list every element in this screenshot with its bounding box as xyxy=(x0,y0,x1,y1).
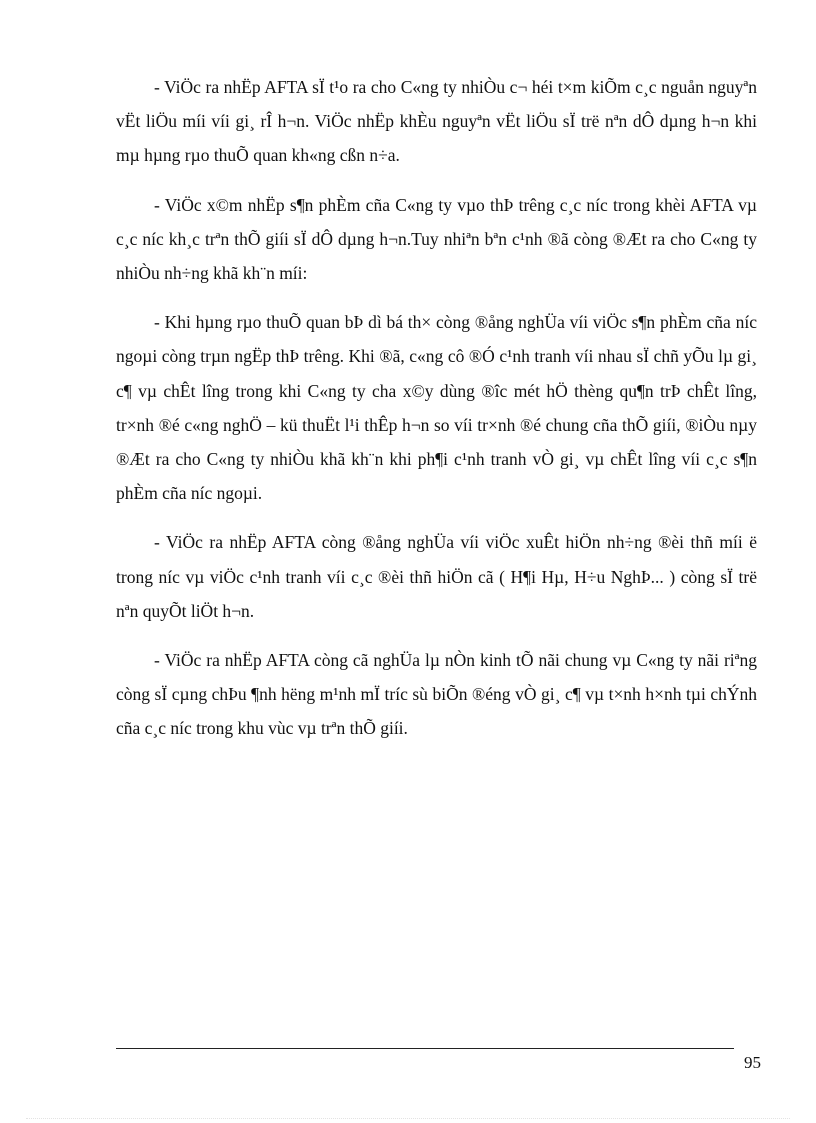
paragraph-3: - Khi hµng rµo thuÕ quan bÞ dì bá th× còng ®ång nghÜa víi viÖc s¶n phÈm cña níc ngoµi còng trµn ngËp thÞ trêng. Khi ®ã, c«ng cô ®Ó c¹nh tranh víi nhau sÏ chñ yÕu lµ gi¸ c¶ vµ chÊt lîng trong khi C«ng ty cha x©y dùng ®îc mét hÖ thèng qu¶n trÞ chÊt lîng, tr×nh ®é c«ng nghÖ – kü thuËt l¹i thÊp h¬n so víi tr×nh ®é chung cña thÕ giíi, ®iÒu nµy ®Æt ra cho C«ng ty nhiÒu khã kh¨n khi ph¶i c¹nh tranh vÒ gi¸ vµ chÊt lîng víi c¸c s¶n phÈm cña níc ngoµi. xyxy=(116,312,757,504)
footer-divider xyxy=(116,1048,734,1049)
body-text xyxy=(116,70,757,761)
page-edge-dotted-line xyxy=(26,1118,790,1119)
page-number: 95 xyxy=(744,1053,761,1072)
paragraph-2: - ViÖc x©m nhËp s¶n phÈm cña C«ng ty vµo thÞ trêng c¸c níc trong khèi AFTA vµ c¸c níc kh¸c trªn thÕ giíi sÏ dÔ dµng h¬n.Tuy nhiªn bªn c¹nh ®ã còng ®Æt ra cho C«ng ty nhiÒu nh÷ng khã kh¨n míi: xyxy=(116,194,757,284)
paragraph-5: - ViÖc ra nhËp AFTA còng cã nghÜa lµ nÒn kinh tÕ nãi chung vµ C«ng ty nãi riªng còng sÏ cµng chÞu ¶nh hëng m¹nh mÏ tríc sù biÕn ®éng vÒ gi¸ c¶ vµ t×nh h×nh tµi chÝnh cña c¸c níc trong khu vùc vµ trªn thÕ giíi. xyxy=(116,650,757,739)
paragraph-1: - ViÖc ra nhËp AFTA sÏ t¹o ra cho C«ng ty nhiÒu c¬ héi t×m kiÕm c¸c nguån nguyªn vËt liÖu míi víi gi¸ rÎ h¬n. ViÖc nhËp khÈu nguyªn vËt liÖu sÏ trë nªn dÔ dµng h¬n khi mµ hµng rµo thuÕ quan kh«ng cßn n÷a. xyxy=(116,77,757,166)
paragraph-4: - ViÖc ra nhËp AFTA còng ®ång nghÜa víi viÖc xuÊt hiÖn nh÷ng ®èi thñ míi ë trong níc vµ viÖc c¹nh tranh víi c¸c ®èi thñ hiÖn cã ( H¶i Hµ, H÷u NghÞ... ) còng sÏ trë nªn quyÕt liÖt h¬n. xyxy=(116,532,757,621)
